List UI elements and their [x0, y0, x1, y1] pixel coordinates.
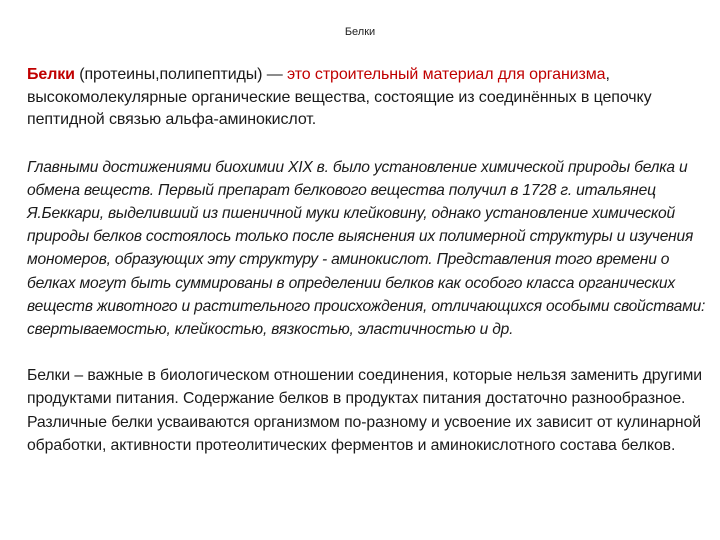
slide-title: Белки [344, 26, 376, 38]
definition-paragraph [27, 64, 711, 132]
term-proteins: Белки [27, 66, 75, 83]
nutrition-paragraph: Белки – важные в биологическом отношении соединения, которые нельзя заменить другими продуктами питания. Содержание белков в продуктах питания достаточно разнообразное. Различные белки усваиваются организмом по-разному и усвоение их зависит от кулинарной обработки, активности протеолитических ферментов и аминокислотного состава белков. [27, 367, 702, 454]
history-paragraph: Главными достижениями биохимии XIX в. было установление химической природы белка и обмена веществ. Первый препарат белкового вещества получил в 1728 г. итальянец Я.Беккари, выделивший из пшеничной муки клейковину, однако установление химической природы белков состоялось только после выяснения их полимерной структуры и изучения мономеров, образующих эту структуру - аминокислот. Представления того времени о белках могут быть суммированы в определении белков как особого класса органических веществ животного и растительного происхождения, отличающихся особыми свойствами: свертываемостью, клейкостью, вязкостью, эластичностью и др. [27, 158, 706, 338]
slide-content [27, 64, 711, 457]
definition-rest: , высокомолекулярные органические вещества, состоящие из соединённых в цепочку пептидной связью альфа-аминокислот. [27, 66, 652, 128]
term-synonyms: (протеины,полипептиды) — [74, 66, 288, 83]
definition-highlight: это строительный материал для организма [287, 66, 606, 83]
